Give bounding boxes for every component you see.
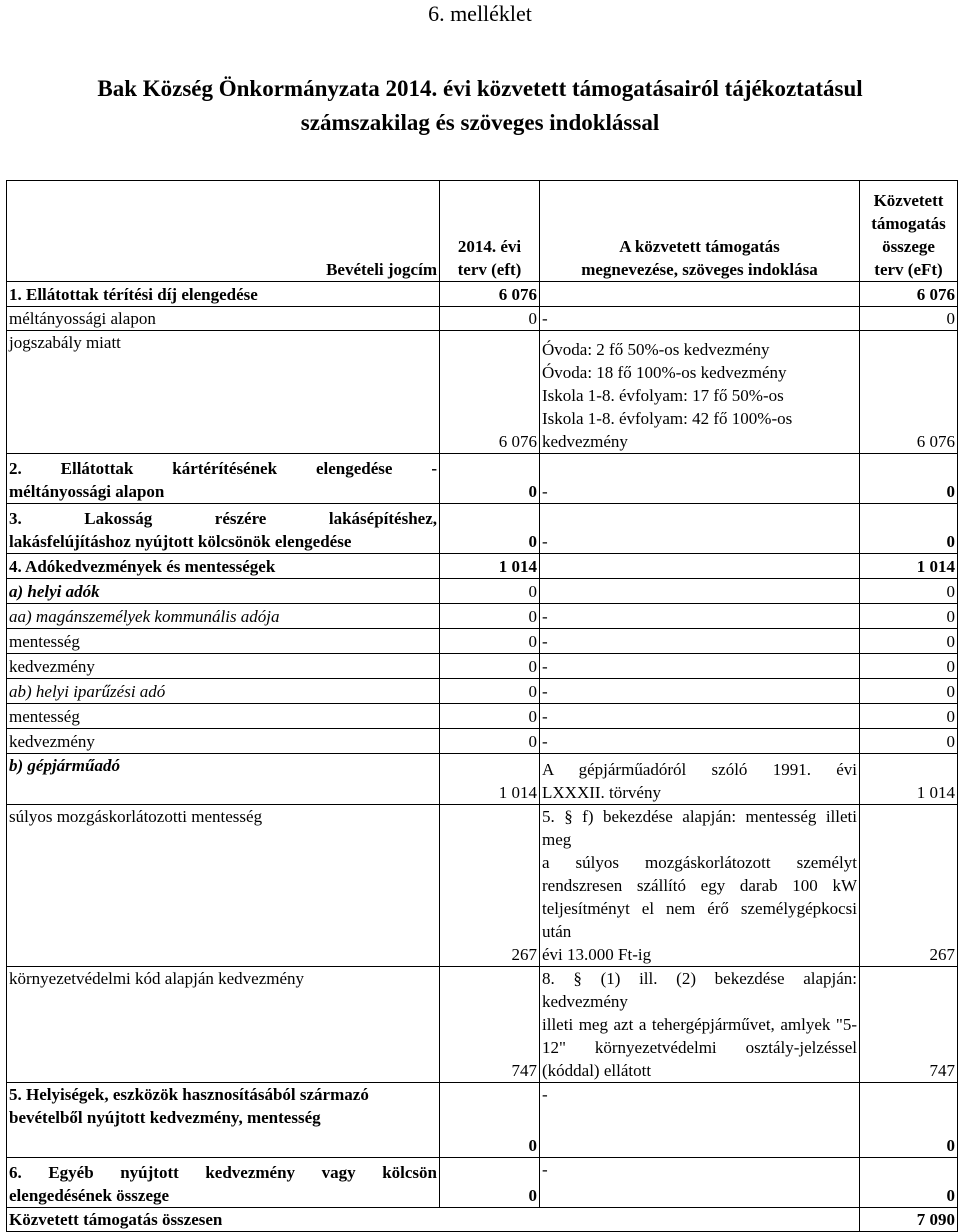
- row-amount: 6 076: [860, 282, 958, 307]
- page-title: [0, 72, 960, 140]
- row-amount: 0: [860, 704, 958, 729]
- row-label: kedvezmény: [7, 729, 440, 754]
- row-plan: 1 014: [440, 754, 540, 805]
- row-label: méltányossági alapon: [7, 307, 440, 331]
- row-plan: 0: [440, 654, 540, 679]
- row-label: aa) magánszemélyek kommunális adója: [7, 604, 440, 629]
- row-label: b) gépjárműadó: [7, 754, 440, 805]
- table-row: [7, 629, 958, 654]
- row-plan: 0: [440, 704, 540, 729]
- table-row: [7, 654, 958, 679]
- row-label: 3. Lakosság részére lakásépítéshez, lakásfelújításhoz nyújtott kölcsönök elengedése: [7, 504, 440, 554]
- row-label: környezetvédelmi kód alapján kedvezmény: [7, 967, 440, 1083]
- table-row: [7, 604, 958, 629]
- row-plan: 0: [440, 1158, 540, 1208]
- table-row: [7, 331, 958, 454]
- row-amount: 0: [860, 604, 958, 629]
- row-amount: 1 014: [860, 554, 958, 579]
- row-plan: 1 014: [440, 554, 540, 579]
- row-label: 5. Helyiségek, eszközök hasznosításából származó bevételből nyújtott kedvezmény, mentesség: [7, 1083, 440, 1158]
- row-label: mentesség: [7, 629, 440, 654]
- support-table: [6, 180, 958, 1232]
- row-amount: 0: [860, 307, 958, 331]
- row-label: a) helyi adók: [7, 579, 440, 604]
- table-row: [7, 554, 958, 579]
- table-row: [7, 307, 958, 331]
- row-plan: 0: [440, 679, 540, 704]
- row-plan: 0: [440, 504, 540, 554]
- row-description: -: [540, 629, 860, 654]
- row-description: -: [540, 704, 860, 729]
- table-row: [7, 579, 958, 604]
- row-amount: 0: [860, 1158, 958, 1208]
- total-label: Közvetett támogatás összesen: [7, 1208, 860, 1232]
- row-description: [540, 282, 860, 307]
- row-plan: 0: [440, 454, 540, 504]
- table-row: [7, 1158, 958, 1208]
- row-amount: 0: [860, 729, 958, 754]
- header-amount: Közvetett támogatás összege terv (eFt): [860, 181, 958, 282]
- table-row: [7, 504, 958, 554]
- total-row: [7, 1208, 958, 1232]
- table-header-row: [7, 181, 958, 282]
- header-plan: 2014. évi terv (eft): [440, 181, 540, 282]
- row-description: [540, 554, 860, 579]
- row-description: -: [540, 604, 860, 629]
- row-plan: 6 076: [440, 331, 540, 454]
- row-label: ab) helyi iparűzési adó: [7, 679, 440, 704]
- row-amount: 0: [860, 629, 958, 654]
- row-amount: 0: [860, 454, 958, 504]
- row-plan: 747: [440, 967, 540, 1083]
- row-plan: 0: [440, 307, 540, 331]
- annex-label: 6. melléklet: [428, 1, 532, 26]
- row-description: Óvoda: 2 fő 50%-os kedvezmény Óvoda: 18 fő 100%-os kedvezmény Iskola 1-8. évfolyam: 17 fő 50%-os Iskola 1-8. évfolyam: 42 fő 100%-os kedvezmény: [540, 331, 860, 454]
- row-description: A gépjárműadóról szóló 1991. évi LXXXII. törvény: [540, 754, 860, 805]
- row-amount: 0: [860, 504, 958, 554]
- row-amount: 267: [860, 805, 958, 967]
- row-description: -: [540, 307, 860, 331]
- table-row: [7, 454, 958, 504]
- table-row: [7, 754, 958, 805]
- row-label: 6. Egyéb nyújtott kedvezmény vagy kölcsön elengedésének összege: [7, 1158, 440, 1208]
- row-description: -: [540, 729, 860, 754]
- header-description: A közvetett támogatás megnevezése, szöveges indoklása: [540, 181, 860, 282]
- row-description: -: [540, 454, 860, 504]
- total-amount: 7 090: [860, 1208, 958, 1232]
- table-row: [7, 805, 958, 967]
- row-plan: 0: [440, 729, 540, 754]
- row-label: 2. Ellátottak kártérítésének elengedése - méltányossági alapon: [7, 454, 440, 504]
- row-description: [540, 579, 860, 604]
- row-description: -: [540, 1158, 860, 1208]
- row-description: -: [540, 1083, 860, 1158]
- row-plan: 6 076: [440, 282, 540, 307]
- table-row: [7, 1083, 958, 1158]
- row-amount: 0: [860, 654, 958, 679]
- row-plan: 0: [440, 1083, 540, 1158]
- row-description: -: [540, 679, 860, 704]
- row-amount: 1 014: [860, 754, 958, 805]
- row-label: kedvezmény: [7, 654, 440, 679]
- row-plan: 0: [440, 604, 540, 629]
- row-description: -: [540, 654, 860, 679]
- row-label: 1. Ellátottak térítési díj elengedése: [7, 282, 440, 307]
- row-amount: 747: [860, 967, 958, 1083]
- row-plan: 0: [440, 579, 540, 604]
- table-row: [7, 704, 958, 729]
- header-revenue-title: Bevételi jogcím: [7, 181, 440, 282]
- row-amount: 0: [860, 679, 958, 704]
- table-row: [7, 729, 958, 754]
- row-label: 4. Adókedvezmények és mentességek: [7, 554, 440, 579]
- row-label: mentesség: [7, 704, 440, 729]
- row-description: 5. § f) bekezdése alapján: mentesség illeti meg a súlyos mozgáskorlátozott személyt rendszresen szállító egy darab 100 kW teljesítményt el nem érő személygépkocsi után évi 13.000 Ft-ig: [540, 805, 860, 967]
- row-plan: 267: [440, 805, 540, 967]
- row-label: súlyos mozgáskorlátozotti mentesség: [7, 805, 440, 967]
- row-description: -: [540, 504, 860, 554]
- row-label: jogszabály miatt: [7, 331, 440, 454]
- table-row: [7, 679, 958, 704]
- table-row: [7, 967, 958, 1083]
- row-description: 8. § (1) ill. (2) bekezdése alapján: kedvezmény illeti meg azt a tehergépjárművet, amlyek "5- 12" környezetvédelmi osztály-jelzéssel (kóddal) ellátott: [540, 967, 860, 1083]
- row-amount: 0: [860, 579, 958, 604]
- table-row: [7, 282, 958, 307]
- row-amount: 6 076: [860, 331, 958, 454]
- title-line-1: Bak Község Önkormányzata 2014. évi közvetett támogatásairól tájékoztatásul: [97, 76, 863, 101]
- row-plan: 0: [440, 629, 540, 654]
- title-line-2: számszakilag és szöveges indoklással: [300, 110, 660, 135]
- row-amount: 0: [860, 1083, 958, 1158]
